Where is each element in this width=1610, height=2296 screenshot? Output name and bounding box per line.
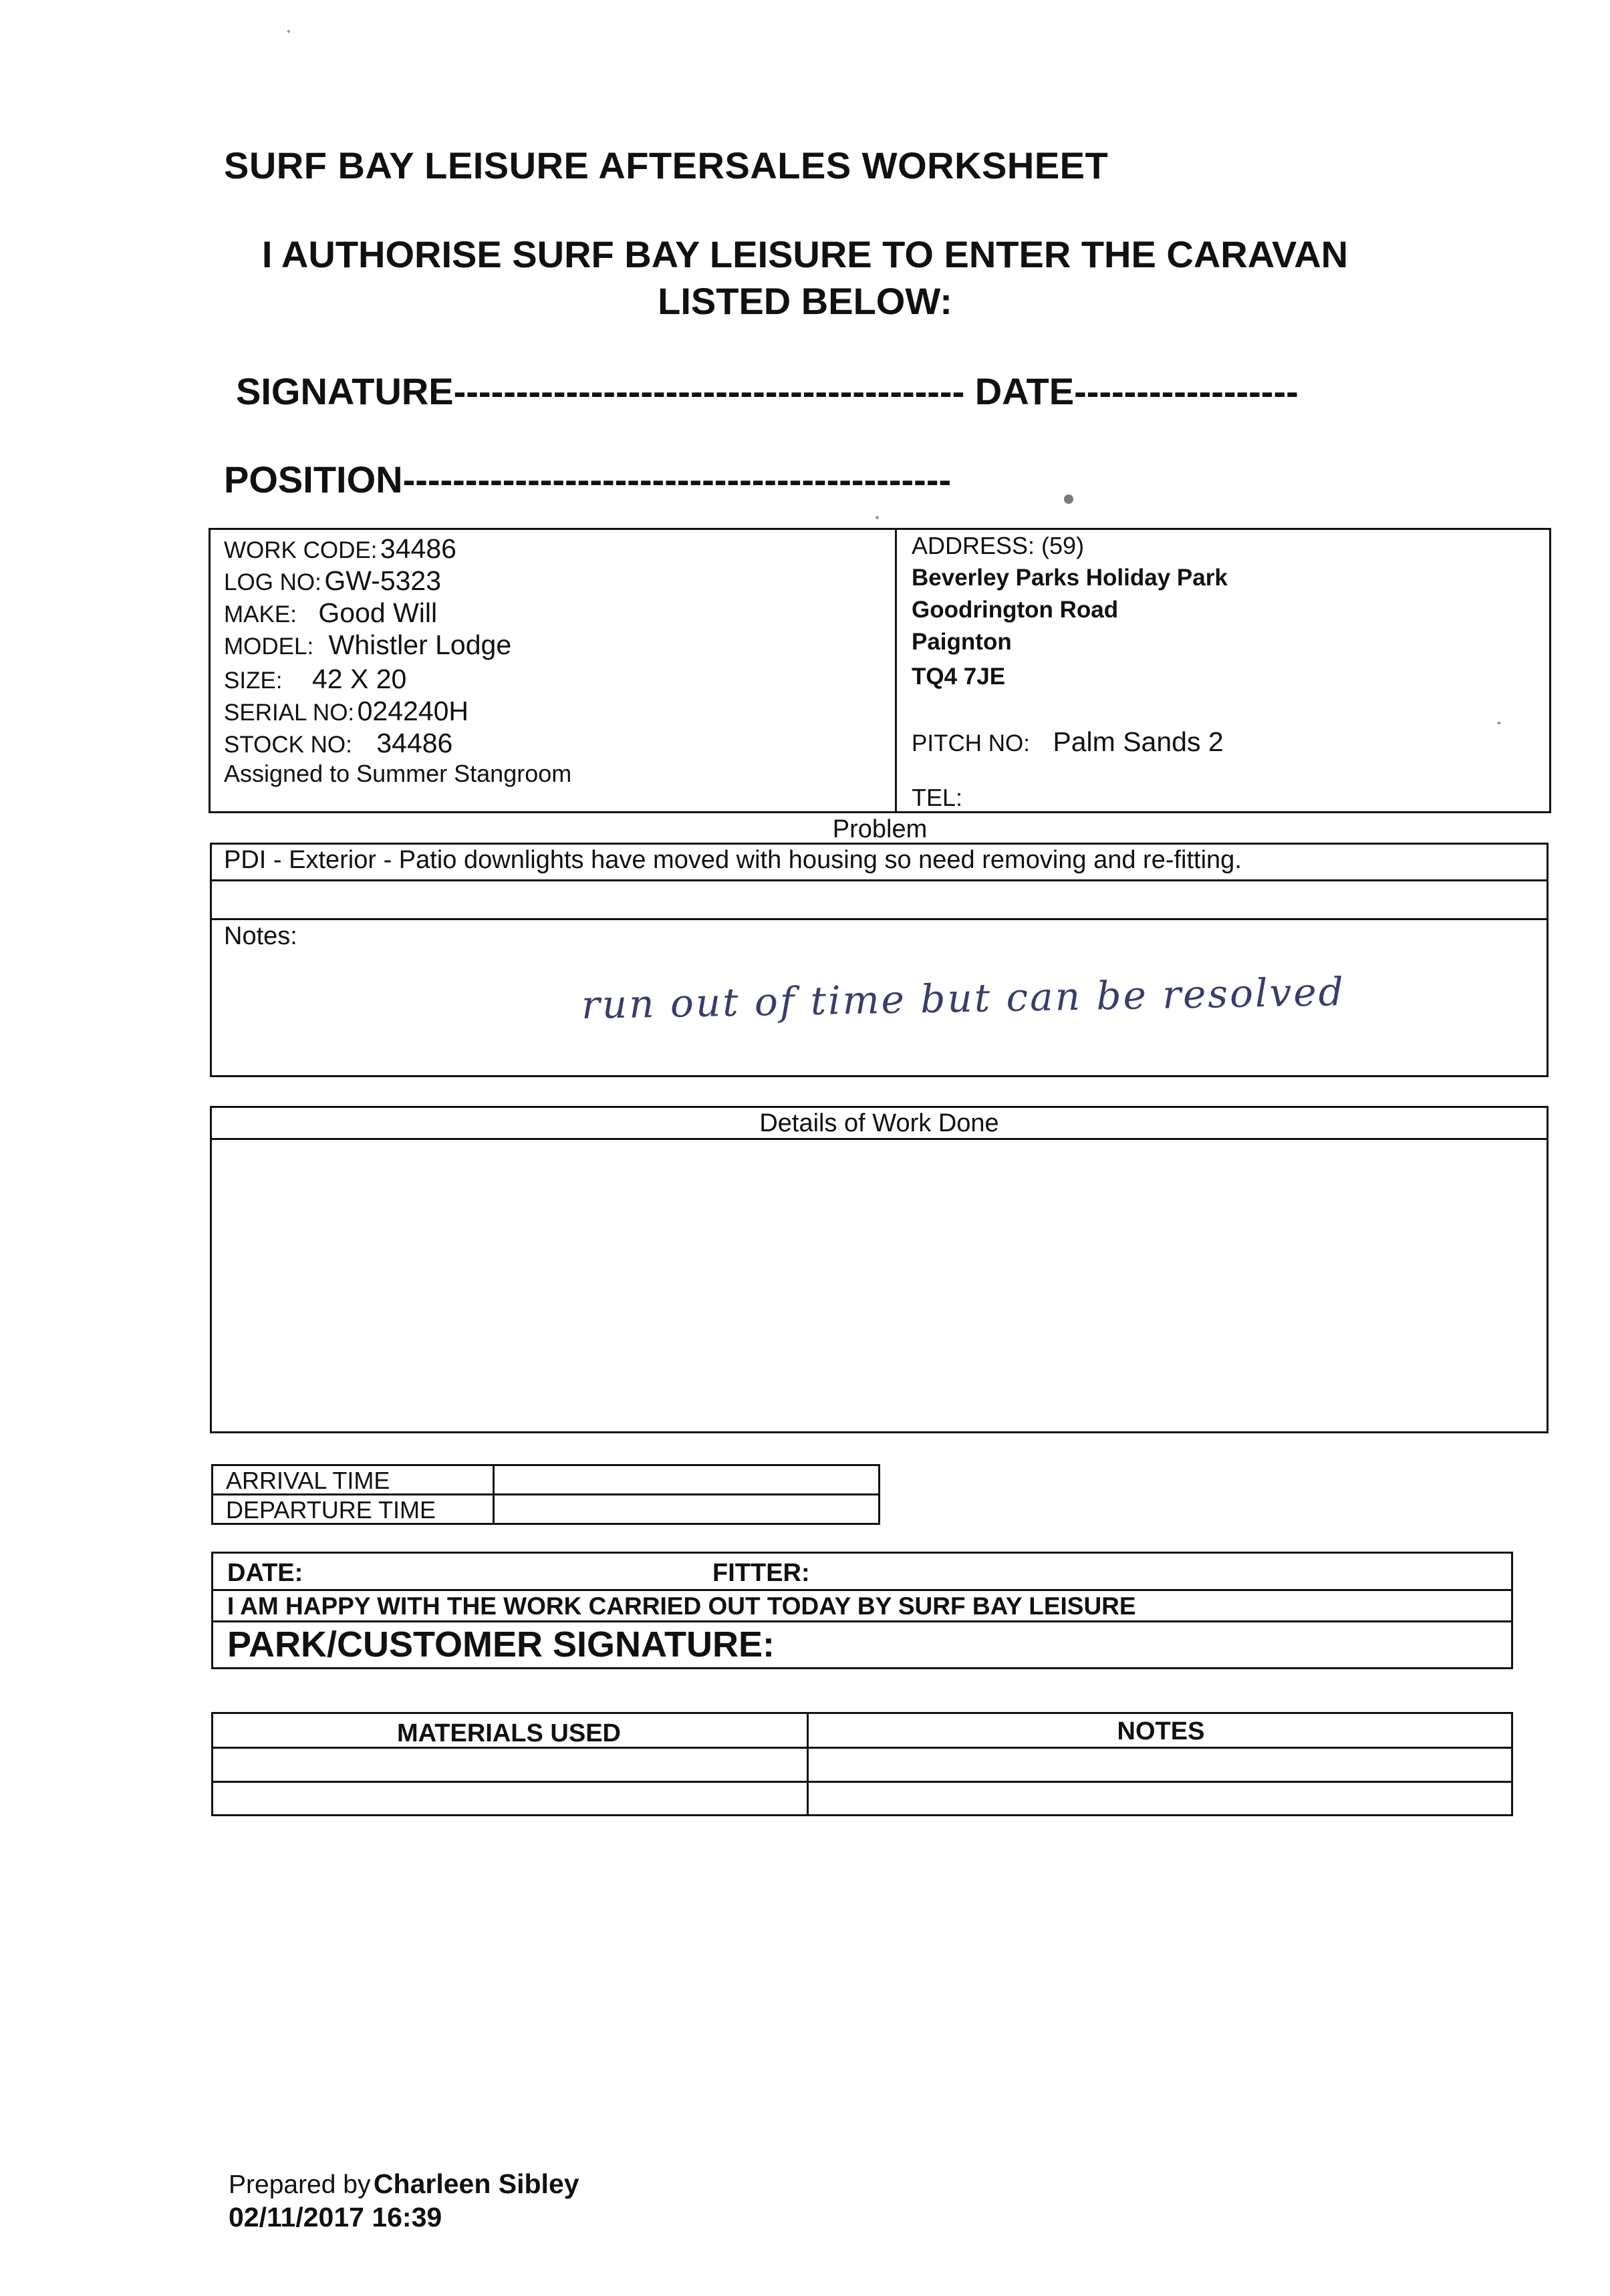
address-postcode: TQ4 7JE [912,664,1006,690]
model-value: Whistler Lodge [328,629,512,660]
log-no-row [224,565,441,597]
address-line-1: Beverley Parks Holiday Park [912,565,1228,591]
model-label: MODEL: [224,633,314,660]
serial-value: 024240H [357,696,469,726]
address-label: ADDRESS: (59) [912,532,1085,559]
stock-row [224,728,452,759]
caravan-box-divider [895,528,897,813]
tel-label: TEL: [912,784,963,811]
prepared-prefix: Prepared by [229,2170,371,2199]
materials-notes-header: NOTES [1117,1717,1205,1745]
position-line: POSITION-------------------------------------------- [224,458,952,500]
pitch-row [912,726,1224,758]
assigned-to: Assigned to Summer Stangroom [224,760,572,787]
address-line-3: Paignton [912,629,1012,655]
signoff-date-label: DATE: [227,1559,303,1587]
serial-label: SERIAL NO: [224,700,355,726]
scan-speck [1064,494,1073,504]
serial-row [224,696,468,727]
work-code-label: WORK CODE: [224,537,378,563]
model-row [224,629,511,661]
signature-date-line: SIGNATURE----------------------------------------- DATE------------------ [236,370,1299,412]
fitter-label: FITTER: [712,1559,810,1587]
pitch-label: PITCH NO: [912,730,1030,756]
signoff-divider-1 [211,1589,1513,1591]
log-no-label: LOG NO: [224,569,321,595]
prepared-timestamp: 02/11/2017 16:39 [229,2202,442,2233]
size-row [224,664,406,695]
scan-speck [287,30,290,33]
times-column-divider [493,1464,495,1525]
address-line-2: Goodrington Road [912,597,1119,623]
notes-label: Notes: [224,922,297,950]
work-code-row [224,533,456,565]
stock-label: STOCK NO: [224,732,352,758]
scan-speck [876,516,879,519]
make-label: MAKE: [224,601,297,627]
make-row [224,597,437,629]
stock-value: 34486 [376,728,453,758]
materials-used-header: MATERIALS USED [397,1719,621,1747]
problem-heading: Problem [832,815,928,843]
pitch-value: Palm Sands 2 [1053,726,1224,757]
prepared-by [229,2168,579,2200]
authorise-line-2: LISTED BELOW: [658,280,952,322]
arrival-time-label: ARRIVAL TIME [226,1467,390,1494]
prepared-name: Charleen Sibley [373,2168,579,2199]
worksheet-title: SURF BAY LEISURE AFTERSALES WORKSHEET [224,144,1109,186]
authorise-line-1: I AUTHORISE SURF BAY LEISURE TO ENTER THE CARAVAN [261,233,1349,275]
size-value: 42 X 20 [311,664,407,694]
happy-statement: I AM HAPPY WITH THE WORK CARRIED OUT TODAY BY SURF BAY LEISURE [227,1592,1136,1620]
log-no-value: GW-5323 [324,565,442,596]
work-code-value: 34486 [380,533,456,564]
problem-divider [210,879,1549,881]
customer-signature-label: PARK/CUSTOMER SIGNATURE: [227,1624,775,1665]
make-value: Good Will [318,597,438,628]
problem-text: PDI - Exterior - Patio downlights have moved with housing so need removing and re-fitting. [224,846,1242,874]
work-done-box [210,1106,1549,1433]
departure-time-label: DEPARTURE TIME [226,1496,436,1524]
size-label: SIZE: [224,668,283,694]
work-done-heading: Details of Work Done [759,1109,999,1137]
signoff-divider-2 [211,1620,1513,1622]
work-done-divider [210,1138,1549,1140]
materials-divider-2 [211,1781,1513,1783]
notes-handwriting: run out of time but can be resolved [581,969,1346,1028]
scan-speck [1497,722,1501,724]
